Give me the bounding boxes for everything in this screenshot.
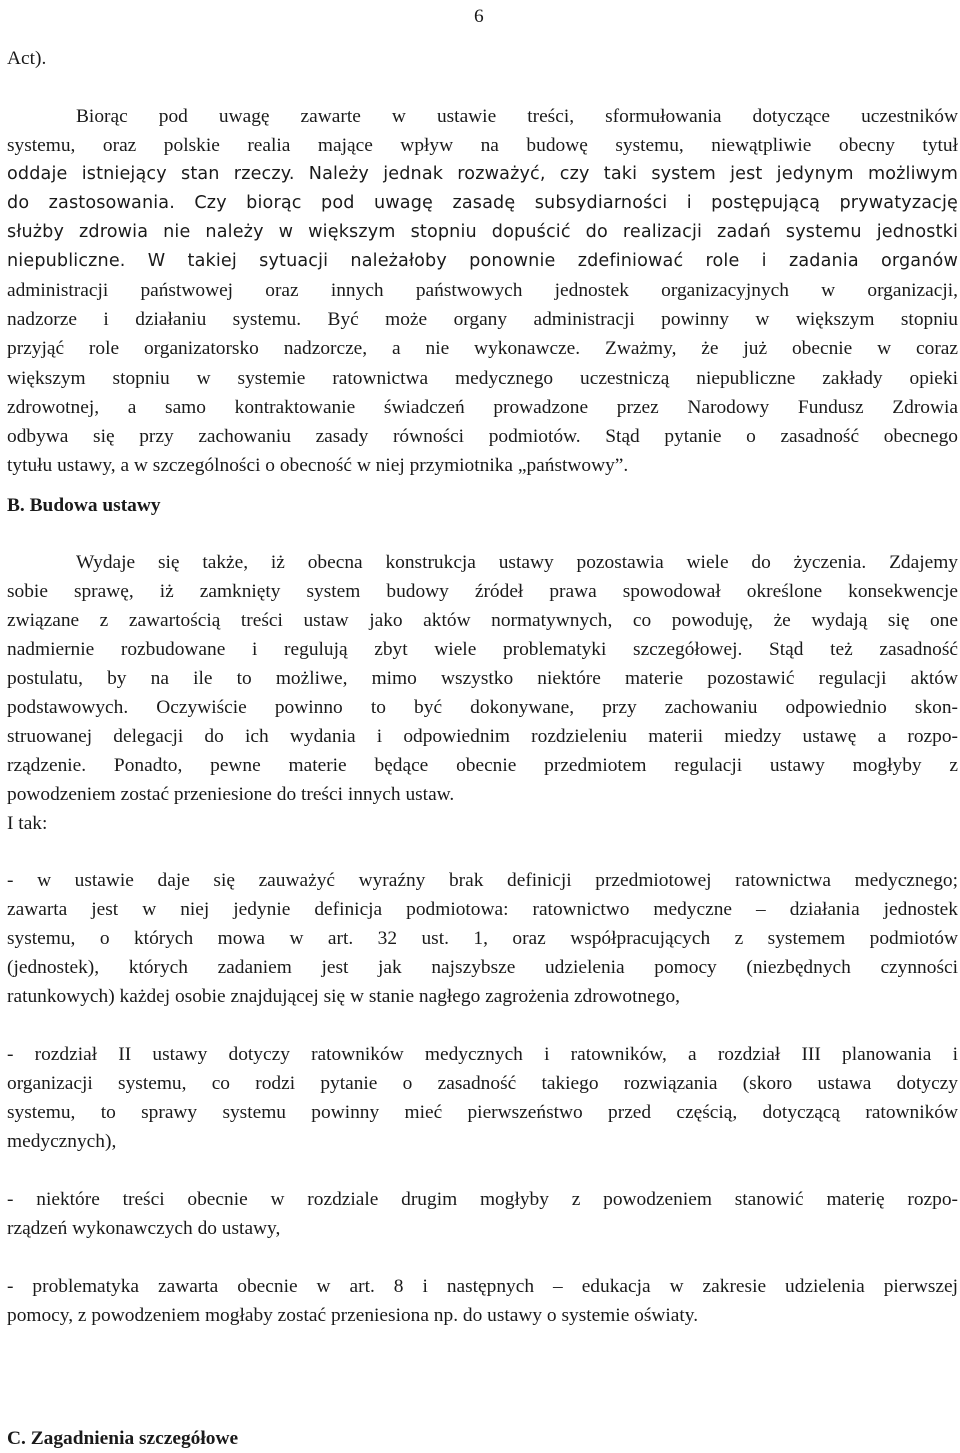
page-number: 6 — [474, 6, 484, 27]
text-line: (jednostek), których zadaniem jest jak najszybsze udzielenia pomocy (niezbędnych czynności — [7, 957, 958, 978]
text-line: administracji państwowej oraz innych państwowych jednostek organizacyjnych w organizacji, — [7, 280, 958, 301]
text-line: - problematyka zawarta obecnie w art. 8 i następnych – edukacja w zakresie udzielenia pierwszej — [7, 1276, 958, 1297]
text-line: - niektóre treści obecnie w rozdziale drugim mogłyby z powodzeniem stanowić materię rozpo- — [7, 1189, 958, 1210]
text-line: odbywa się przy zachowaniu zasady równości podmiotów. Stąd pytanie o zasadność obecnego — [7, 426, 958, 447]
section-heading: C. Zagadnienia szczegółowe — [7, 1428, 239, 1449]
text-line: pomocy, z powodzeniem mogłaby zostać przeniesiona np. do ustawy o systemie oświaty. — [7, 1305, 699, 1326]
text-line: - w ustawie daje się zauważyć wyraźny brak definicji przedmiotowej ratownictwa medycznego; — [7, 870, 958, 891]
text-line: służby zdrowia nie należy w większym stopniu dopuścić do realizacji zadań systemu jednostki — [7, 222, 958, 242]
text-line: Biorąc pod uwagę zawarte w ustawie treści, sformułowania dotyczące uczestników — [76, 106, 958, 127]
text-line: oddaje istniejący stan rzeczy. Należy jednak rozważyć, czy taki system jest jedynym możliwym — [7, 164, 958, 184]
text-line: związane z zawartością treści ustaw jako aktów normatywnych, co powoduję, że wydają się one — [7, 610, 958, 631]
text-line: - rozdział II ustawy dotyczy ratowników medycznych i ratowników, a rozdział III planowania i — [7, 1044, 958, 1065]
text-line: rządzeń wykonawczych do ustawy, — [7, 1218, 281, 1239]
text-line: Act). — [7, 48, 47, 69]
text-line: rządzenie. Ponadto, pewne materie będące obecnie przedmiotem regulacji ustawy mogłyby z — [7, 755, 958, 776]
text-line: tytułu ustawy, a w szczególności o obecność w niej przymiotnika „państwowy”. — [7, 455, 629, 476]
text-line: do zastosowania. Czy biorąc pod uwagę zasadę subsydiarności i postępującą prywatyzację — [7, 193, 958, 213]
text-line: sobie sprawę, iż zamknięty system budowy źródeł prawa spowodował określone konsekwencje — [7, 581, 958, 602]
text-line: powodzeniem zostać przeniesione do treści innych ustaw. — [7, 784, 455, 805]
text-line: niepubliczne. W takiej sytuacji należałoby ponownie zdefiniować role i zadania organów — [7, 251, 958, 271]
text-line: nadmiernie rozbudowane i regulują zbyt wiele problematyki szczegółowej. Stąd też zasadność — [7, 639, 958, 660]
section-heading: B. Budowa ustawy — [7, 495, 161, 516]
text-line: systemu, oraz polskie realia mające wpływ na budowę systemu, niewątpliwie obecny tytuł — [7, 135, 958, 156]
text-line: Wydaje się także, iż obecna konstrukcja ustawy pozostawia wiele do życzenia. Zdajemy — [76, 552, 958, 573]
text-line: zdrowotnej, a samo kontraktowanie świadczeń prowadzone przez Narodowy Fundusz Zdrowia — [7, 397, 958, 418]
text-line: podstawowych. Oczywiście powinno to być dokonywane, przy zachowaniu odpowiednio skon- — [7, 697, 958, 718]
text-line: organizacji systemu, co rodzi pytanie o zasadność takiego rozwiązania (skoro ustawa dotyczy — [7, 1073, 958, 1094]
text-line: nadzorze i działaniu systemu. Być może organy administracji powinny w większym stopniu — [7, 309, 958, 330]
text-line: większym stopniu w systemie ratownictwa medycznego uczestniczą niepubliczne zakłady opieki — [7, 368, 958, 389]
text-line: struowanej delegacji do ich wydania i odpowiednim rozdzieleniu materii miedzy ustawę a rozpo- — [7, 726, 958, 747]
text-line: zawarta jest w niej jedynie definicja podmiotowa: ratownictwo medyczne – działania jednostek — [7, 899, 958, 920]
text-line: postulatu, by na ile to możliwe, mimo wszystko niektóre materie pozostawić regulacji aktów — [7, 668, 958, 689]
text-line: medycznych), — [7, 1131, 117, 1152]
text-line: I tak: — [7, 813, 48, 834]
text-line: przyjąć role organizatorsko nadzorcze, a nie wykonawcze. Zważmy, że już obecnie w coraz — [7, 338, 958, 359]
text-line: ratunkowych) każdej osobie znajdującej się w stanie nagłego zagrożenia zdrowotnego, — [7, 986, 681, 1007]
text-line: systemu, o których mowa w art. 32 ust. 1, oraz współpracujących z systemem podmiotów — [7, 928, 958, 949]
text-line: systemu, to sprawy systemu powinny mieć pierwszeństwo przed częścią, dotyczącą ratowników — [7, 1102, 958, 1123]
